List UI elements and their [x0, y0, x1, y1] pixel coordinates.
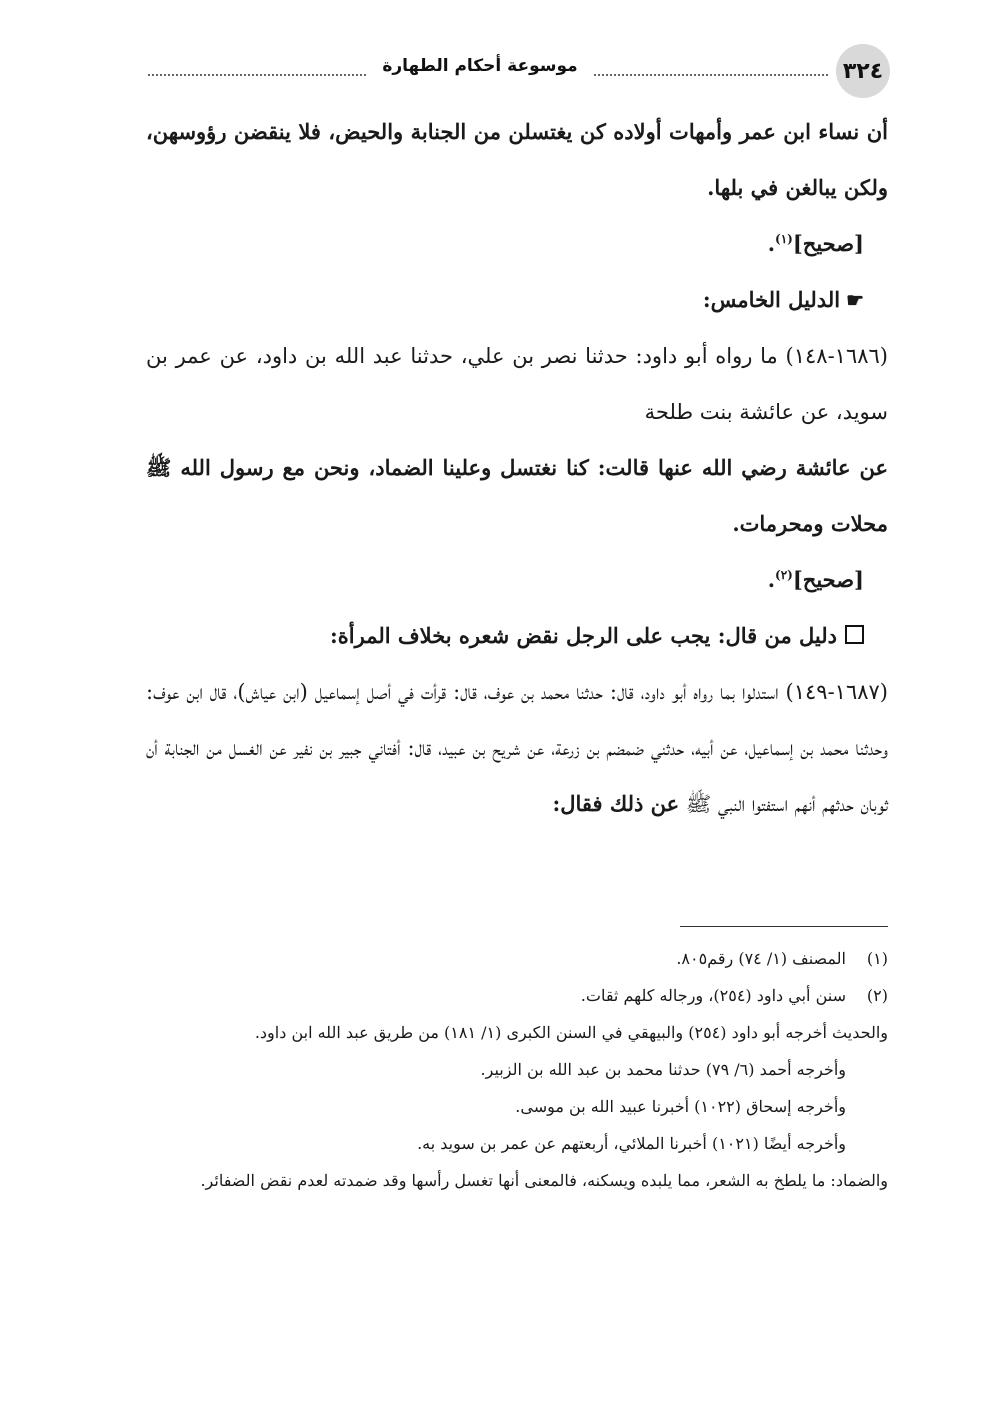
narration-text-1: أن نساء ابن عمر وأمهات أولاده كن يغتسلن من الجنابة والحيض، فلا ينقضن رؤوسهن، ولكن يبالغن في بلها.	[146, 119, 888, 200]
footnote-2-continuation-1: والحديث أخرجه أبو داود (٢٥٤) والبيهقي في السنن الكبرى (١/ ١٨١) من طريق عبد الله ابن داود.	[254, 1023, 888, 1042]
footnote-2-number: (٢)	[866, 986, 888, 1005]
footnote-separator	[680, 926, 888, 927]
footnote-2-continuation-4: وأخرجه أيضًا (١٠٢١) أخبرنا الملائي، أربعتهم عن عمر بن سويد به.	[417, 1134, 846, 1153]
isnad-text-2-main: (١٦٨٧-١٤٩) استدلوا بما رواه أبو داود، قال: حدثنا محمد بن عوف، قال: قرأت في أصل إسماعيل (ابن عياش)، قال ابن عوف: وحدثنا محمد بن إسماعيل، عن أبيه، حدثني ضمضم بن زرعة، عن شريح بن عبيد، قال: أفتاني جبير بن نفير عن الغسل من الجنابة أن ثوبان حدثهم أنهم استفتوا النبي ﷺ	[146, 680, 888, 816]
footnote-2-continuation-3: وأخرجه إسحاق (١٠٢٢) أخبرنا عبيد الله بن موسى.	[515, 1097, 846, 1116]
main-text	[146, 104, 888, 832]
hand-pointer-icon: ☛	[846, 288, 864, 312]
square-icon	[845, 625, 864, 644]
footnote-2-continuation-2: وأخرجه أحمد (٦/ ٧٩) حدثنا محمد بن عبد الله بن الزبير.	[480, 1060, 846, 1079]
section-heading-opposing-view	[146, 608, 888, 664]
grading-label-1: [صحيح]	[792, 231, 864, 256]
grading-label-2: [صحيح]	[792, 567, 864, 592]
grading-2: [صحيح]$^{(٢)}$.	[767, 567, 864, 592]
section-heading-opposing-view-text: دليل من قال: يجب على الرجل نقض شعره بخلاف المرأة:	[330, 623, 837, 648]
isnad-text-2	[146, 664, 888, 832]
footnotes	[146, 940, 888, 1199]
isnad-text-2-end: عن ذلك فقال:	[552, 791, 680, 816]
footnote-ref-2: (٢)	[775, 568, 793, 582]
isnad-text-1: (١٦٨٦-١٤٨) ما رواه أبو داود: حدثنا نصر بن علي، حدثنا عبد الله بن داود، عن عمر بن سويد، عن عائشة بنت طلحة	[146, 344, 888, 424]
section-heading-fifth-evidence-text: الدليل الخامس:	[702, 287, 841, 312]
header-dotted-leader-right	[594, 74, 828, 76]
footnote-1-text: المصنف (١/ ٧٤) رقم٨٠٥.	[676, 949, 846, 968]
section-heading-fifth-evidence	[146, 272, 888, 328]
footnote-1-number: (١)	[866, 949, 888, 968]
header-dotted-leader-left	[148, 74, 366, 76]
footnote-1	[146, 940, 888, 977]
footnote-2	[146, 977, 888, 1014]
page-number: ٣٢٤	[842, 58, 884, 84]
narration-text-2: عن عائشة رضي الله عنها قالت: كنا نغتسل وعلينا الضماد، ونحن مع رسول الله ﷺ محلات ومحرمات.	[146, 455, 888, 536]
footnote-2-continuation-5: والضماد: ما يلطخ به الشعر، مما يلبده ويسكنه، فالمعنى أنها تغسل رأسها وقد ضمدته لعدم نقض الضفائر.	[200, 1171, 888, 1190]
grading-1: [صحيح]$^{(١)}$.	[767, 231, 864, 256]
footnote-ref-1: (١)	[775, 232, 793, 246]
footnote-2-text: سنن أبي داود (٢٥٤)، ورجاله كلهم ثقات.	[580, 986, 846, 1005]
page-number-badge	[836, 44, 890, 98]
running-title: موسوعة أحكام الطهارة	[382, 56, 578, 76]
